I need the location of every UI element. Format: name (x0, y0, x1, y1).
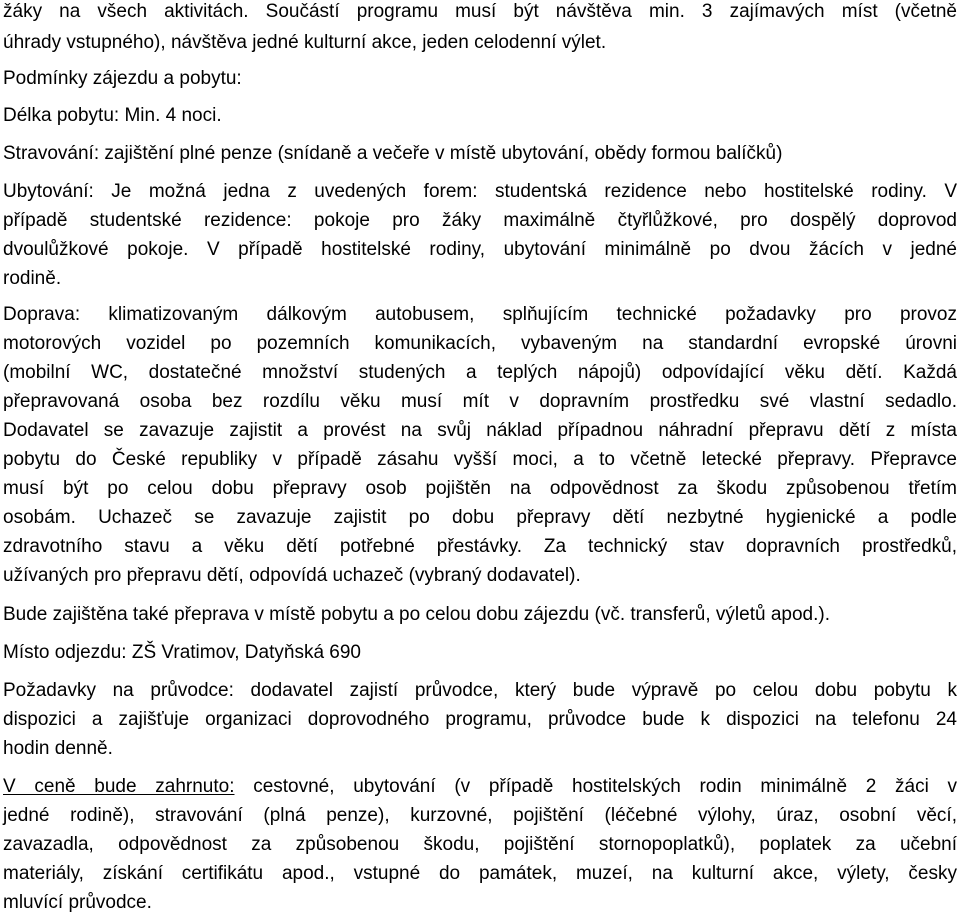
price-line: jedné rodině), stravování (plná penze), kurzovné, pojištění (léčebné výlohy, úraz, osobní věcí, (3, 805, 957, 826)
price-label: V ceně bude zahrnuto: (3, 776, 235, 797)
accommodation-line: Ubytování: Je možná jedna z uvedených forem: studentská rezidence nebo hostitelské rodiny. V (3, 181, 957, 202)
departure-place: Místo odjezdu: ZŠ Vratimov, Datyňská 690 (3, 642, 361, 663)
transport-line: (mobilní WC, dostatečné množství studených a teplých nápojů) odpovídající věku dětí. Každá (3, 362, 957, 383)
transport-line: musí být po celou dobu přepravy osob pojištěn na odpovědnost za škodu způsobenou třetím (3, 478, 957, 499)
price-line (3, 775, 957, 799)
transport-line: motorových vozidel po pozemních komunikacích, vybaveným na standardní evropské úrovni (3, 333, 957, 354)
intro-line: úhrady vstupného), návštěva jedné kulturní akce, jeden celodenní výlet. (3, 32, 607, 53)
guide-line: hodin denně. (3, 738, 113, 759)
boarding-info: Stravování: zajištění plné penze (snídaně a večeře v místě ubytování, obědy formou balíčků) (3, 143, 783, 164)
transport-line: Doprava: klimatizovaným dálkovým autobusem, splňujícím technické požadavky pro provoz (3, 304, 957, 325)
price-text: cestovné, ubytování (v případě hostitelských rodin minimálně 2 žáci v (234, 776, 957, 797)
price-line: materiály, získání certifikátu apod., vstupné do památek, muzeí, na kulturní akce, výlety, česky (3, 863, 957, 884)
transport-line: užívaných pro přepravu dětí, odpovídá uchazeč (vybraný dodavatel). (3, 565, 581, 586)
transport-line: Dodavatel se zavazuje zajistit a provést na svůj náklad případnou náhradní přepravu dětí z místa (3, 420, 957, 441)
transport-line: zdravotního stavu a věku dětí potřebné přestávky. Za technický stav dopravních prostředků, (3, 536, 957, 557)
conditions-heading: Podmínky zájezdu a pobytu: (3, 68, 242, 89)
local-transport-info: Bude zajištěna také přeprava v místě pobytu a po celou dobu zájezdu (vč. transferů, výletů apod.). (3, 604, 830, 625)
accommodation-line: případě studentské rezidence: pokoje pro žáky maximálně čtyřlůžkové, pro dospělý doprovod (3, 210, 957, 231)
price-line: zavazadla, odpovědnost za způsobenou škodu, pojištění stornopoplatků), poplatek za učební (3, 834, 957, 855)
guide-line: Požadavky na průvodce: dodavatel zajistí průvodce, který bude výpravě po celou dobu pobytu k (3, 680, 957, 701)
price-line: mluvící průvodce. (3, 892, 152, 913)
stay-length: Délka pobytu: Min. 4 noci. (3, 105, 222, 126)
intro-line: žáky na všech aktivitách. Součástí programu musí být návštěva min. 3 zajímavých míst (včetně (3, 1, 957, 22)
transport-line: přepravovaná osoba bez rozdílu věku musí mít v dopravním prostředku své vlastní sedadlo. (3, 391, 957, 412)
transport-line: pobytu do České republiky v případě zásahu vyšší moci, a to včetně letecké přepravy. Přepravce (3, 449, 957, 470)
transport-line: osobám. Uchazeč se zavazuje zajistit po dobu přepravy dětí nezbytné hygienické a podle (3, 507, 957, 528)
guide-line: dispozici a zajišťuje organizaci doprovodného programu, průvodce bude k dispozici na telefonu 24 (3, 709, 957, 730)
accommodation-line: rodině. (3, 268, 62, 289)
accommodation-line: dvoulůžkové pokoje. V případě hostitelské rodiny, ubytování minimálně po dvou žácích v jedné (3, 239, 957, 260)
